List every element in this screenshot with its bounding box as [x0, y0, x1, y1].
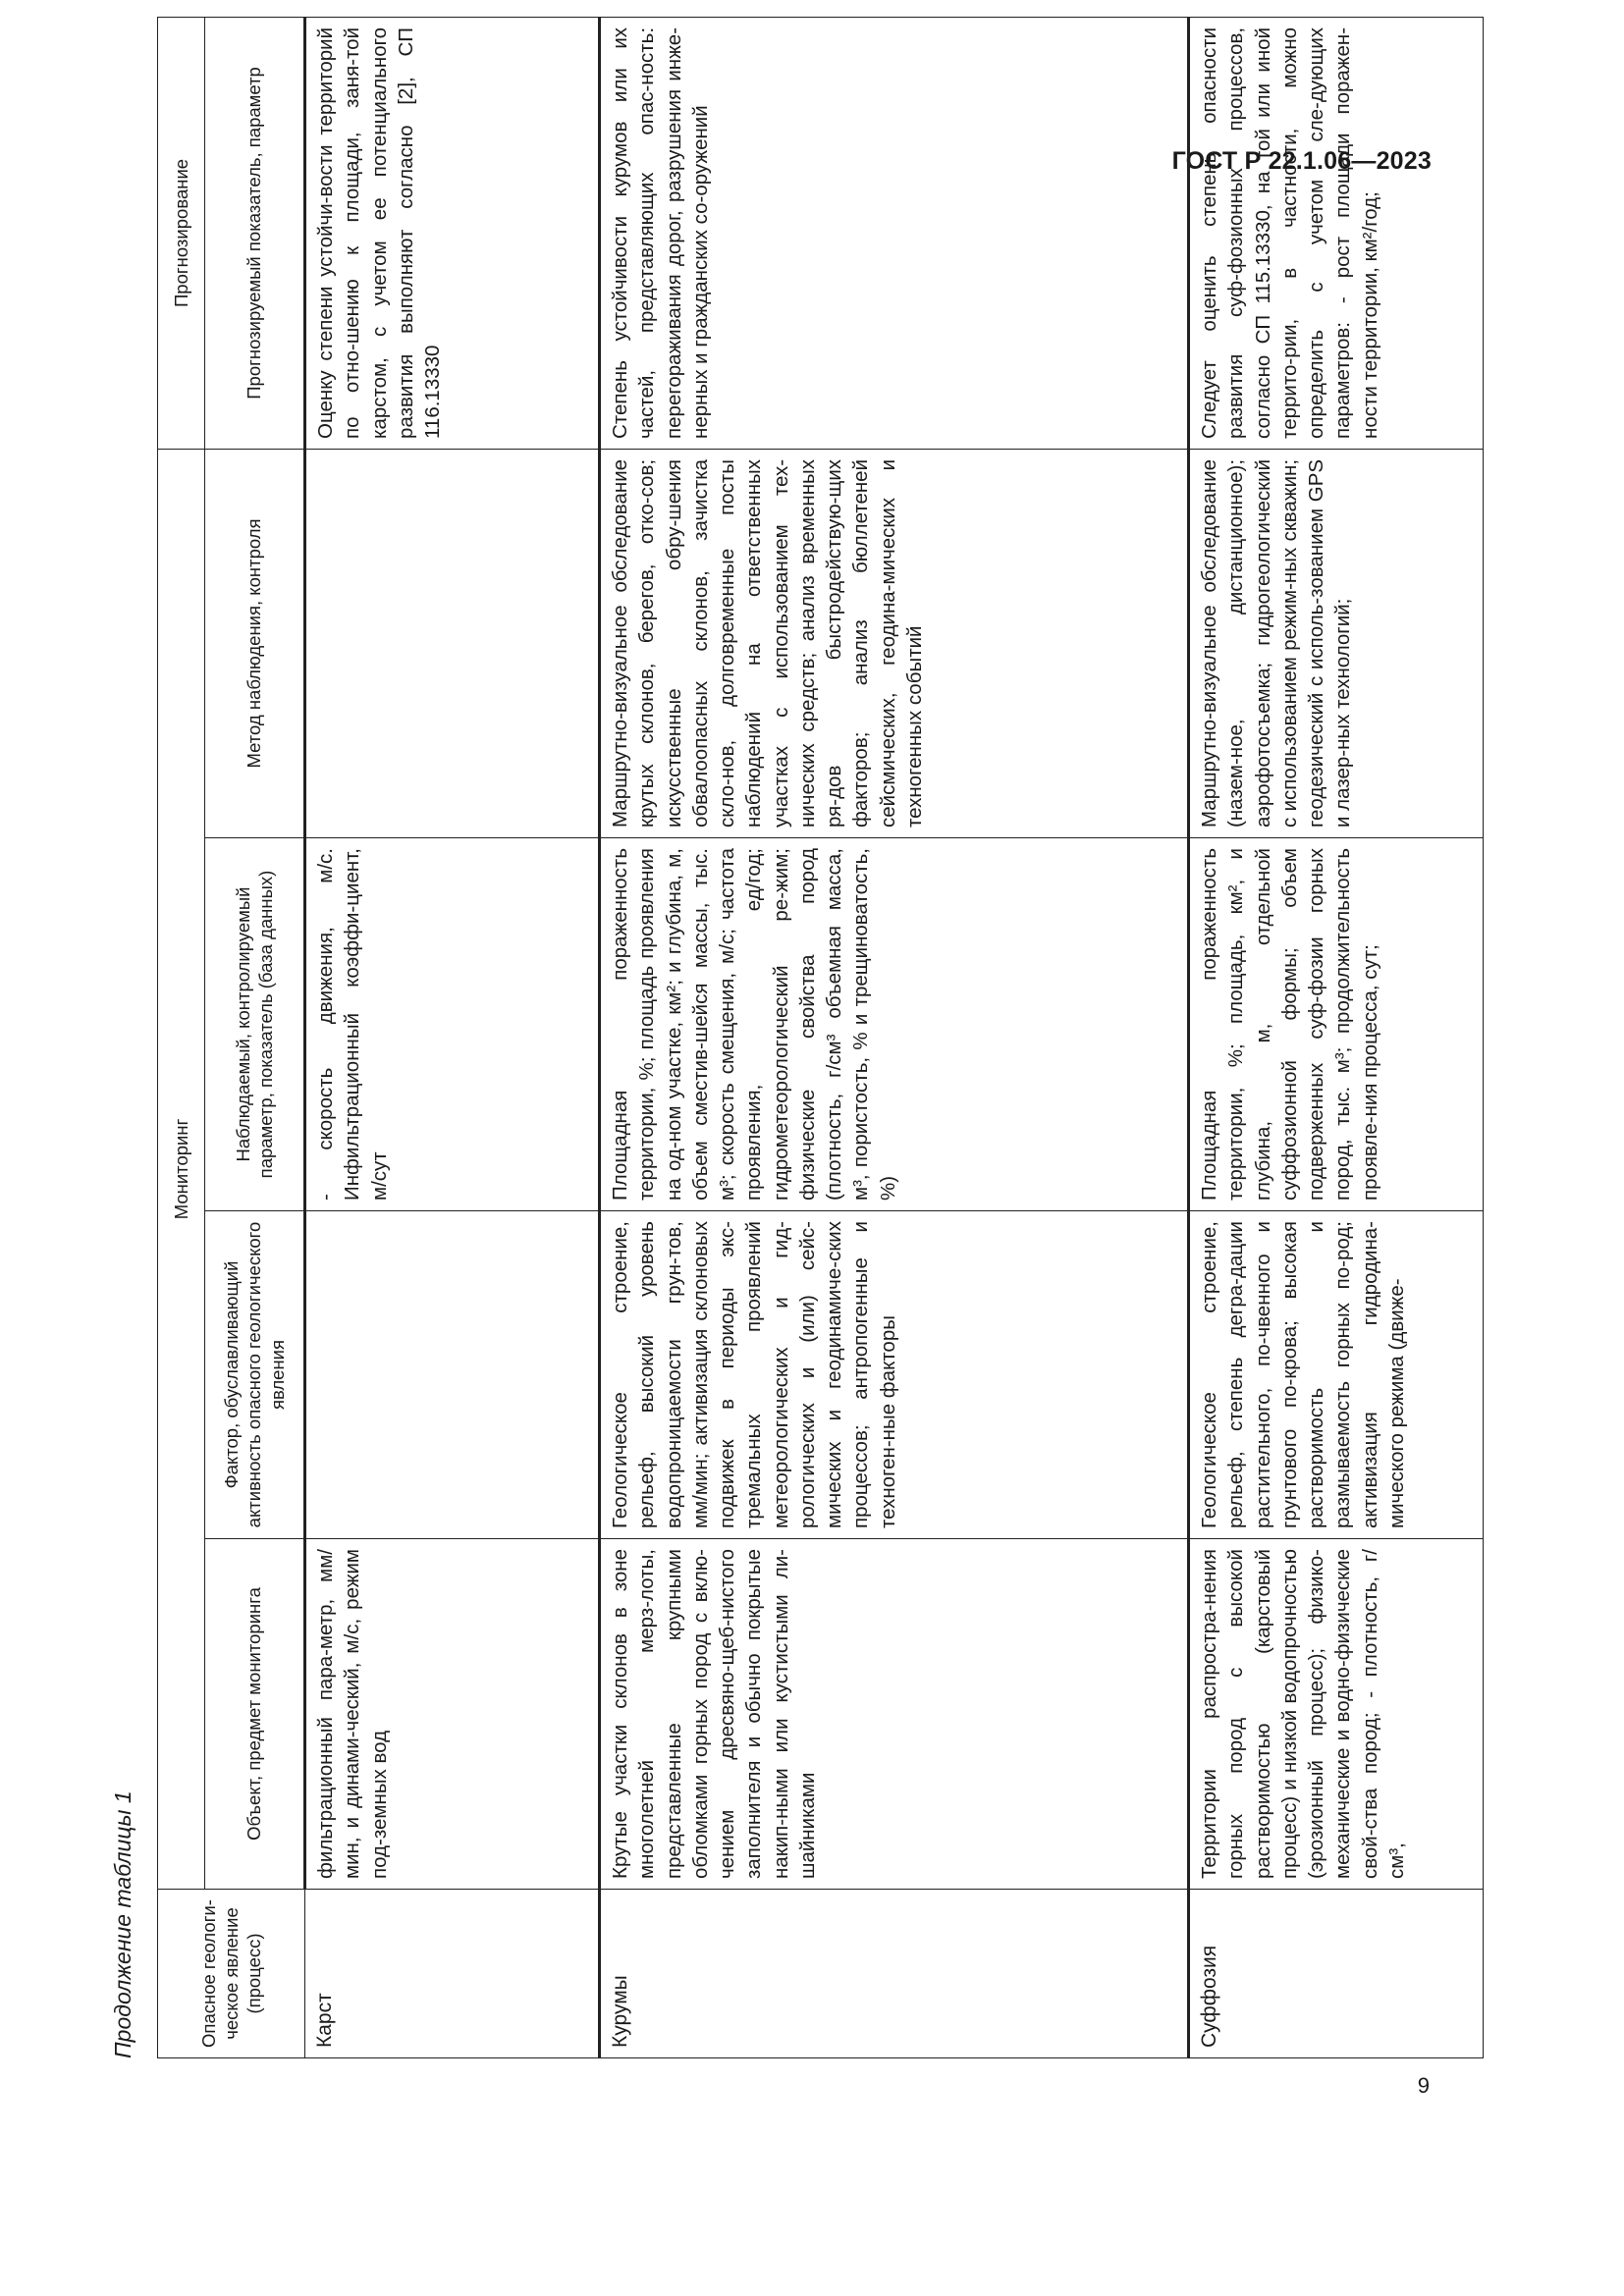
monitoring-table — [157, 17, 1484, 2058]
header-factor: Фактор, обуславливающий активность опасного геологического явления — [205, 1211, 305, 1539]
cell-forecast: Степень устойчивости курумов или их частей, представляющих опас-ность: перегораживания дорог, разрушения инже-нерных и гражданских со-оружений — [600, 17, 1189, 449]
cell-phenomenon: Карст — [305, 1890, 600, 2058]
cell-factor: Геологическое строение, рельеф, степень дегра-дации растительного, по-чвенного и грунтового по-крова; высокая растворимость и размываемость горных по-род; активизация гидродина-мического режима (движе- — [1189, 1211, 1484, 1539]
header-forecast-parameter: Прогнозируемый показатель, параметр — [205, 17, 305, 449]
header-monitoring: Мониторинг — [158, 449, 205, 1889]
cell-forecast: Оценку степени устойчи-вости территорий по отно-шению к площади, заня-той карстом, с учетом ее потенциального развития выполняют согласно [2], СП 116.13330 — [305, 17, 600, 449]
cell-observed-parameter: Площадная пораженность территории, %; площадь, км², и глубина, м, отдельной суффозионной формы; объем подверженных суф-фозии горных пород, тыс. м³; продолжительность проявле-ния процесса, сут; — [1189, 838, 1484, 1211]
cell-factor — [305, 1211, 600, 1539]
cell-observed-parameter: - скорость движения, м/с. Инфильтрационный коэффи-циент, м/сут — [305, 838, 600, 1211]
rotated-table-sheet — [110, 18, 1419, 2058]
cell-method — [305, 449, 600, 837]
cell-method: Маршрутно-визуальное обследование крутых склонов, берегов, отко-сов; искусственные обру-шения обвалоопасных склонов, зачистка скло-нов, долговременные посты наблюдений на ответственных участках с использованием тех-нических средств; анализ временных ря-дов быстродействую-щих факторов; анализ бюллетеней сейсмических, геодина-мических и техногенных событий — [600, 449, 1189, 837]
cell-object: Крутые участки склонов в зоне многолетней мерз-лоты, представленные крупными обломками горных пород с вклю-чением дресвяно-щеб-нистого заполнителя и обычно покрытые накип-ными или кустистыми ли-шайниками — [600, 1539, 1189, 1890]
table-row — [1189, 17, 1484, 2057]
cell-forecast: Следует оценить степень опасности развития суф-фозионных процессов, согласно СП 115.13330, на той или иной террито-рии, в частности, можно определить с учетом сле-дующих параметров: - рост площади поражен-ности территории, км²/год; — [1189, 17, 1484, 449]
header-phenomenon: Опасное геологи-ческое явление (процесс) — [158, 1890, 305, 2058]
table-row — [600, 17, 1189, 2057]
cell-object: Территории распростра-нения горных пород с высокой растворимостью (карстовый процесс) и низкой водопрочностью (эрозионный процесс); физико-механические и водно-физические свой-ства пород; - плотность, г/см³, — [1189, 1539, 1484, 1890]
cell-observed-parameter: Площадная пораженность территории, %; площадь проявления на од-ном участке, км²; и глубина, м, объем сместив-шейся массы, тыс. м³; скорость смещения, м/с; частота проявления, ед/год; гидрометеорологический ре-жим; физические свойства пород (плотность, г/см³ объемная масса, м³, пористость, % и трещиноватость, %) — [600, 838, 1189, 1211]
header-method: Метод наблюдения, контроля — [205, 449, 305, 837]
cell-factor: Геологическое строение, рельеф, высокий уровень водопроницаемости грун-тов, мм/мин; активизация склоновых подвижек в периоды экс-тремальных проявлений метеорологических и гид-рологических и (или) сейс-мических и геодинамиче-ских процессов; антропогенные и техноген-ные факторы — [600, 1211, 1189, 1539]
page-number: 9 — [1417, 2073, 1430, 2098]
header-observed-parameter: Наблюдаемый, контролируемый параметр, показатель (база данных) — [205, 838, 305, 1211]
cell-method: Маршрутно-визуальное обследование (назем-ное, дистанционное); аэрофотосъемка; гидрогеологический с использованием режим-ных скважин; геодезический с исполь-зованием GPS и лазер-ных технологий; — [1189, 449, 1484, 837]
standard-code: ГОСТ Р 22.1.06—2023 — [1171, 147, 1432, 175]
cell-phenomenon: Суффозия — [1189, 1890, 1484, 2058]
table-continuation-caption: Продолжение таблицы 1 — [110, 1790, 135, 2058]
header-forecasting: Прогнозирование — [158, 17, 205, 449]
cell-object: фильтрационный пара-метр, мм/мин, и динами-ческий, м/с, режим под-земных вод — [305, 1539, 600, 1890]
table-row — [305, 17, 600, 2057]
header-object: Объект, предмет мониторинга — [205, 1539, 305, 1890]
cell-phenomenon: Курумы — [600, 1890, 1189, 2058]
